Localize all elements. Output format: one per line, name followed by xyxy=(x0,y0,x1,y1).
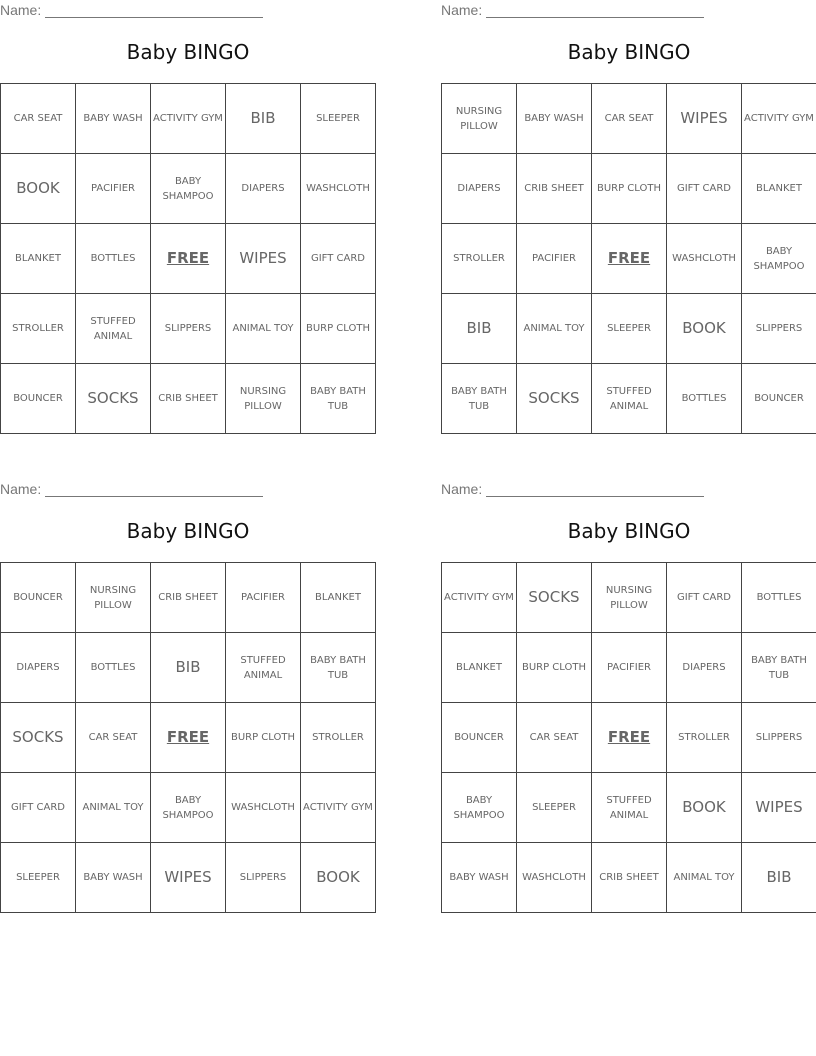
bingo-cell: CAR SEAT xyxy=(76,703,151,773)
bingo-cell: BIB xyxy=(742,843,816,913)
bingo-cell: SLEEPER xyxy=(1,843,76,913)
bingo-cell: DIAPERS xyxy=(667,633,742,703)
name-underline xyxy=(486,482,704,497)
bingo-cell: SLIPPERS xyxy=(742,703,816,773)
bingo-cell: STUFFED ANIMAL xyxy=(592,773,667,843)
bingo-cell: BURP CLOTH xyxy=(517,633,592,703)
bingo-cell: BOOK xyxy=(667,294,742,364)
bingo-cell: STUFFED ANIMAL xyxy=(226,633,301,703)
bingo-cell: WASHCLOTH xyxy=(667,224,742,294)
bingo-cell: CRIB SHEET xyxy=(517,154,592,224)
bingo-cell: BABY SHAMPOO xyxy=(742,224,816,294)
card-title: Baby BINGO xyxy=(126,40,250,64)
bingo-cell: GIFT CARD xyxy=(1,773,76,843)
bingo-cell: BABY WASH xyxy=(517,84,592,154)
bingo-cell: BOUNCER xyxy=(442,703,517,773)
bingo-cell: BABY WASH xyxy=(76,843,151,913)
bingo-cell: WIPES xyxy=(151,843,226,913)
bingo-cell: BIB xyxy=(442,294,517,364)
name-label: Name: xyxy=(0,481,42,497)
bingo-cell: BABY WASH xyxy=(442,843,517,913)
bingo-cell: SLEEPER xyxy=(592,294,667,364)
bingo-cell: PACIFIER xyxy=(592,633,667,703)
bingo-cell: BOUNCER xyxy=(1,563,76,633)
bingo-cell: NURSING PILLOW xyxy=(76,563,151,633)
name-underline xyxy=(45,482,263,497)
name-label: Name: xyxy=(441,2,483,18)
bingo-cell: PACIFIER xyxy=(517,224,592,294)
bingo-cell: BABY SHAMPOO xyxy=(151,154,226,224)
bingo-cell: STROLLER xyxy=(1,294,76,364)
bingo-cell: BOOK xyxy=(1,154,76,224)
bingo-cell: WASHCLOTH xyxy=(301,154,376,224)
bingo-cell: BOUNCER xyxy=(742,364,816,434)
bingo-cell: BABY BATH TUB xyxy=(301,633,376,703)
bingo-cell: WASHCLOTH xyxy=(226,773,301,843)
bingo-cell: STROLLER xyxy=(667,703,742,773)
name-field xyxy=(441,2,711,20)
bingo-cell: BLANKET xyxy=(442,633,517,703)
bingo-cell: ANIMAL TOY xyxy=(667,843,742,913)
bingo-cell: BLANKET xyxy=(301,563,376,633)
bingo-grid xyxy=(441,83,816,434)
bingo-cell: BURP CLOTH xyxy=(301,294,376,364)
bingo-cell: CAR SEAT xyxy=(592,84,667,154)
bingo-grid xyxy=(441,562,816,913)
card-title: Baby BINGO xyxy=(567,40,691,64)
bingo-cell: CRIB SHEET xyxy=(592,843,667,913)
bingo-cell: WIPES xyxy=(742,773,816,843)
bingo-cell: BOOK xyxy=(301,843,376,913)
free-space: FREE xyxy=(592,703,667,773)
bingo-cell: BOTTLES xyxy=(76,224,151,294)
free-space: FREE xyxy=(151,224,226,294)
name-underline xyxy=(486,3,704,18)
bingo-cell: STROLLER xyxy=(442,224,517,294)
name-field xyxy=(0,2,270,20)
name-label: Name: xyxy=(441,481,483,497)
bingo-cell: BABY SHAMPOO xyxy=(151,773,226,843)
bingo-cell: DIAPERS xyxy=(442,154,517,224)
bingo-cell: PACIFIER xyxy=(76,154,151,224)
bingo-cell: BABY WASH xyxy=(76,84,151,154)
bingo-cell: ANIMAL TOY xyxy=(517,294,592,364)
card-title: Baby BINGO xyxy=(126,519,250,543)
bingo-cell: SLIPPERS xyxy=(742,294,816,364)
bingo-cell: SOCKS xyxy=(1,703,76,773)
bingo-cell: GIFT CARD xyxy=(667,563,742,633)
bingo-cell: BOTTLES xyxy=(667,364,742,434)
bingo-cell: SOCKS xyxy=(76,364,151,434)
bingo-cell: CAR SEAT xyxy=(1,84,76,154)
bingo-cell: BOOK xyxy=(667,773,742,843)
bingo-grid xyxy=(0,83,376,434)
name-field xyxy=(441,481,711,499)
bingo-cell: STUFFED ANIMAL xyxy=(592,364,667,434)
bingo-cell: ANIMAL TOY xyxy=(76,773,151,843)
bingo-cell: WASHCLOTH xyxy=(517,843,592,913)
bingo-cell: BABY BATH TUB xyxy=(301,364,376,434)
bingo-cell: NURSING PILLOW xyxy=(226,364,301,434)
bingo-cell: BLANKET xyxy=(1,224,76,294)
bingo-cell: BABY BATH TUB xyxy=(742,633,816,703)
free-space: FREE xyxy=(592,224,667,294)
bingo-cell: ANIMAL TOY xyxy=(226,294,301,364)
bingo-cell: NURSING PILLOW xyxy=(442,84,517,154)
bingo-cell: DIAPERS xyxy=(226,154,301,224)
name-label: Name: xyxy=(0,2,42,18)
name-underline xyxy=(45,3,263,18)
bingo-cell: BIB xyxy=(151,633,226,703)
bingo-cell: DIAPERS xyxy=(1,633,76,703)
bingo-cell: GIFT CARD xyxy=(667,154,742,224)
bingo-cell: GIFT CARD xyxy=(301,224,376,294)
bingo-cell: BIB xyxy=(226,84,301,154)
bingo-cell: SOCKS xyxy=(517,364,592,434)
free-space: FREE xyxy=(151,703,226,773)
bingo-cell: BOUNCER xyxy=(1,364,76,434)
card-title: Baby BINGO xyxy=(567,519,691,543)
bingo-grid xyxy=(0,562,376,913)
bingo-cell: WIPES xyxy=(667,84,742,154)
bingo-cell: CAR SEAT xyxy=(517,703,592,773)
bingo-cell: SLEEPER xyxy=(301,84,376,154)
bingo-cell: SLEEPER xyxy=(517,773,592,843)
bingo-cell: NURSING PILLOW xyxy=(592,563,667,633)
bingo-cell: PACIFIER xyxy=(226,563,301,633)
bingo-cell: ACTIVITY GYM xyxy=(151,84,226,154)
bingo-cell: SOCKS xyxy=(517,563,592,633)
bingo-cell: ACTIVITY GYM xyxy=(742,84,816,154)
bingo-cell: BABY SHAMPOO xyxy=(442,773,517,843)
bingo-cell: BOTTLES xyxy=(76,633,151,703)
bingo-cell: SLIPPERS xyxy=(226,843,301,913)
bingo-cell: CRIB SHEET xyxy=(151,364,226,434)
bingo-cell: CRIB SHEET xyxy=(151,563,226,633)
bingo-cell: WIPES xyxy=(226,224,301,294)
bingo-cell: STUFFED ANIMAL xyxy=(76,294,151,364)
bingo-cell: BURP CLOTH xyxy=(226,703,301,773)
bingo-cell: BABY BATH TUB xyxy=(442,364,517,434)
bingo-cell: SLIPPERS xyxy=(151,294,226,364)
bingo-cell: BLANKET xyxy=(742,154,816,224)
bingo-cell: STROLLER xyxy=(301,703,376,773)
name-field xyxy=(0,481,270,499)
bingo-cell: BURP CLOTH xyxy=(592,154,667,224)
bingo-cell: ACTIVITY GYM xyxy=(442,563,517,633)
bingo-cell: BOTTLES xyxy=(742,563,816,633)
bingo-cell: ACTIVITY GYM xyxy=(301,773,376,843)
